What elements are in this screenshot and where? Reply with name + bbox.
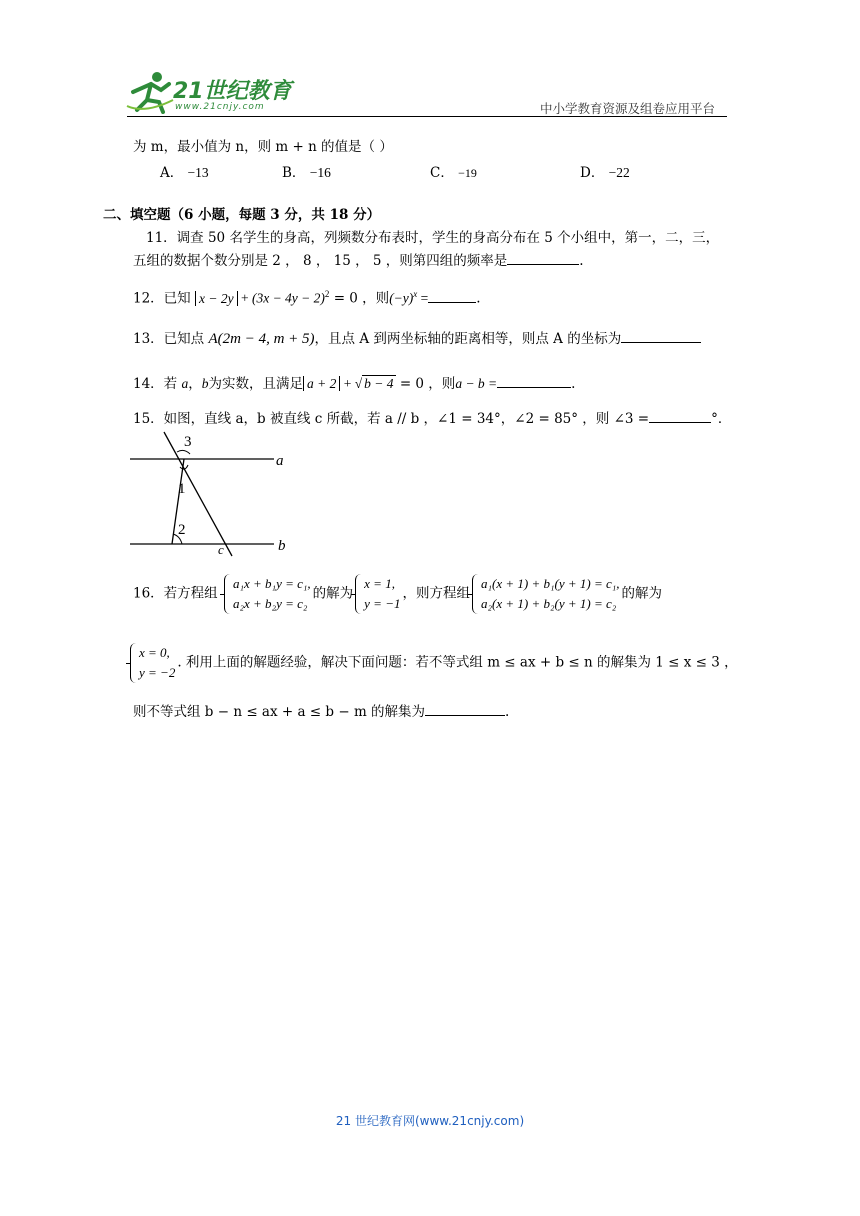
footer-text: 21 世纪教育网(www.21cnjy.com) <box>335 1114 525 1128</box>
q16-text: . 利用上面的解题经验，解决下面问题：若不等式组 m ≤ ax + b ≤ n 的解集为 1 ≤ x ≤ 3 ， <box>177 654 738 671</box>
eq-row: x = 0, <box>139 645 170 660</box>
exponent-x: x <box>413 289 418 299</box>
q14-text: 为实数，且满足 <box>208 376 303 392</box>
line-c <box>164 432 232 556</box>
q11-line2: 五组的数据个数分别是 2 ， 8 ， 15 ， 5 ，则第四组的频率是 . <box>133 250 584 271</box>
q16-line2 <box>128 643 738 683</box>
abs-expression: a + 2 <box>303 376 340 391</box>
q10-option-c <box>430 163 477 183</box>
q10-text: 为 m，最小值为 n，则 m + n 的值是（ ） <box>133 139 393 155</box>
option-letter: C． <box>430 165 454 181</box>
runner-logo-icon <box>125 70 177 114</box>
q11-text: 五组的数据个数分别是 2 ， 8 ， 15 ， 5 ，则第四组的频率是 <box>133 253 508 269</box>
eq-row: a₂x + b₂y = c₂ <box>232 596 308 611</box>
point-a: A(2m − 4, m + 5) <box>208 331 315 347</box>
var-a: a <box>181 376 189 391</box>
platform-label: 中小学教育资源及组卷应用平台 <box>540 101 716 116</box>
equation-system-2 <box>472 574 620 614</box>
option-letter: B． <box>282 165 306 181</box>
solution-1 <box>355 574 400 614</box>
squared-expression: (3x − 4y − 2) <box>251 290 325 306</box>
q16-line3: 则不等式组 b − n ≤ ax + a ≤ b − m 的解集为 . <box>133 701 509 722</box>
q16-text: 则不等式组 b − n ≤ ax + a ≤ b − m 的解集为 <box>133 704 426 720</box>
eq-row: a₁(x + 1) + b₁(y + 1) = c₁, <box>480 576 620 591</box>
answer-blank <box>428 288 476 303</box>
label-1: 1 <box>178 481 186 497</box>
label-b: b <box>278 538 286 554</box>
eq-row: a₂(x + 1) + b₂(y + 1) = c₂ <box>480 596 617 611</box>
exponent: 2 <box>324 289 330 299</box>
label-a: a <box>276 453 284 469</box>
eq-row: y = −1 <box>364 596 401 611</box>
q10-option-d <box>580 163 630 183</box>
answer-blank <box>497 373 571 388</box>
q12-end: = <box>417 290 429 306</box>
q16-line1 <box>133 574 662 614</box>
degree-unit: °． <box>711 411 732 427</box>
option-value: −22 <box>608 165 630 180</box>
option-letter: D． <box>580 165 605 181</box>
sol-word: 的解为 <box>312 585 354 602</box>
q16-prefix: 16．若方程组 <box>133 585 218 602</box>
sqrt-expression: b − 4 <box>364 376 394 391</box>
header-logo <box>125 68 295 118</box>
angle-3-arc <box>177 450 190 454</box>
q16-mid: ，则方程组 <box>402 585 470 602</box>
sol-word: 的解为 <box>621 585 663 602</box>
q14-prefix: 14．若 <box>133 376 178 392</box>
logo-url: www.21cnjy.com <box>175 102 265 112</box>
option-value: −13 <box>187 165 209 180</box>
q13-line <box>133 328 701 349</box>
label-3: 3 <box>184 434 192 450</box>
answer-blank <box>507 250 579 265</box>
q14-equals: = 0 ，则 <box>395 376 456 392</box>
logo-text: 21世纪教育 <box>173 79 292 104</box>
q11-line1: 11．调查 50 名学生的身高，列频数分布表时，学生的身高分布在 5 个小组中，第一，二，三， <box>146 230 720 246</box>
sep: ， <box>188 376 202 392</box>
label-c: c <box>218 542 224 557</box>
answer-blank <box>425 701 505 716</box>
q13-prefix: 13．已知点 <box>133 331 205 347</box>
var-b: b <box>201 376 209 391</box>
q12-line: 12．已知 $x - 2y + (3x - 4y - 2)^2 = 0$ ，则$(-y)^x$ = . <box>133 289 481 307</box>
q14-expr: a − b = <box>455 376 498 391</box>
parallel-lines-figure <box>128 430 308 560</box>
label-2: 2 <box>178 522 186 538</box>
q14-line: 14．若 a，b为实数，且满足 a + 2 + √ b − 4 = 0 ，则a − b = . <box>133 373 575 394</box>
equation-system-1 <box>224 574 311 614</box>
answer-blank <box>649 408 711 423</box>
q15-text: 15．如图，直线 a，b 被直线 c 所截，若 a // b ，∠1 = 34°，∠2 = 85° ，则 ∠3 = <box>133 411 650 427</box>
header-rule <box>127 116 727 117</box>
q12-equals: = 0 ，则 <box>329 290 390 307</box>
sqrt-icon: √ <box>354 376 363 391</box>
q10-option-a <box>160 163 209 183</box>
eq-row: x = 1, <box>364 576 395 591</box>
section-title: 二、填空题（6 小题，每题 3 分，共 18 分） <box>103 207 381 223</box>
plus-sign: + <box>340 376 355 391</box>
q12-prefix: 12．已知 <box>133 290 191 307</box>
q13-text: ，且点 A 到两坐标轴的距离相等，则点 A 的坐标为 <box>314 331 622 347</box>
eq-row: y = −2 <box>139 665 176 680</box>
option-value: −19 <box>458 166 477 180</box>
eq-row: a₁x + b₁y = c₁, <box>232 576 311 591</box>
q10-option-b <box>282 163 331 183</box>
solution-2 <box>130 643 175 683</box>
option-letter: A． <box>160 165 184 181</box>
abs-expression: x − 2y <box>195 291 238 306</box>
option-value: −16 <box>309 165 331 180</box>
plus-sign: + <box>237 290 252 306</box>
q15-line <box>133 408 731 429</box>
power-base: (−y) <box>389 290 414 306</box>
answer-blank <box>621 328 701 343</box>
